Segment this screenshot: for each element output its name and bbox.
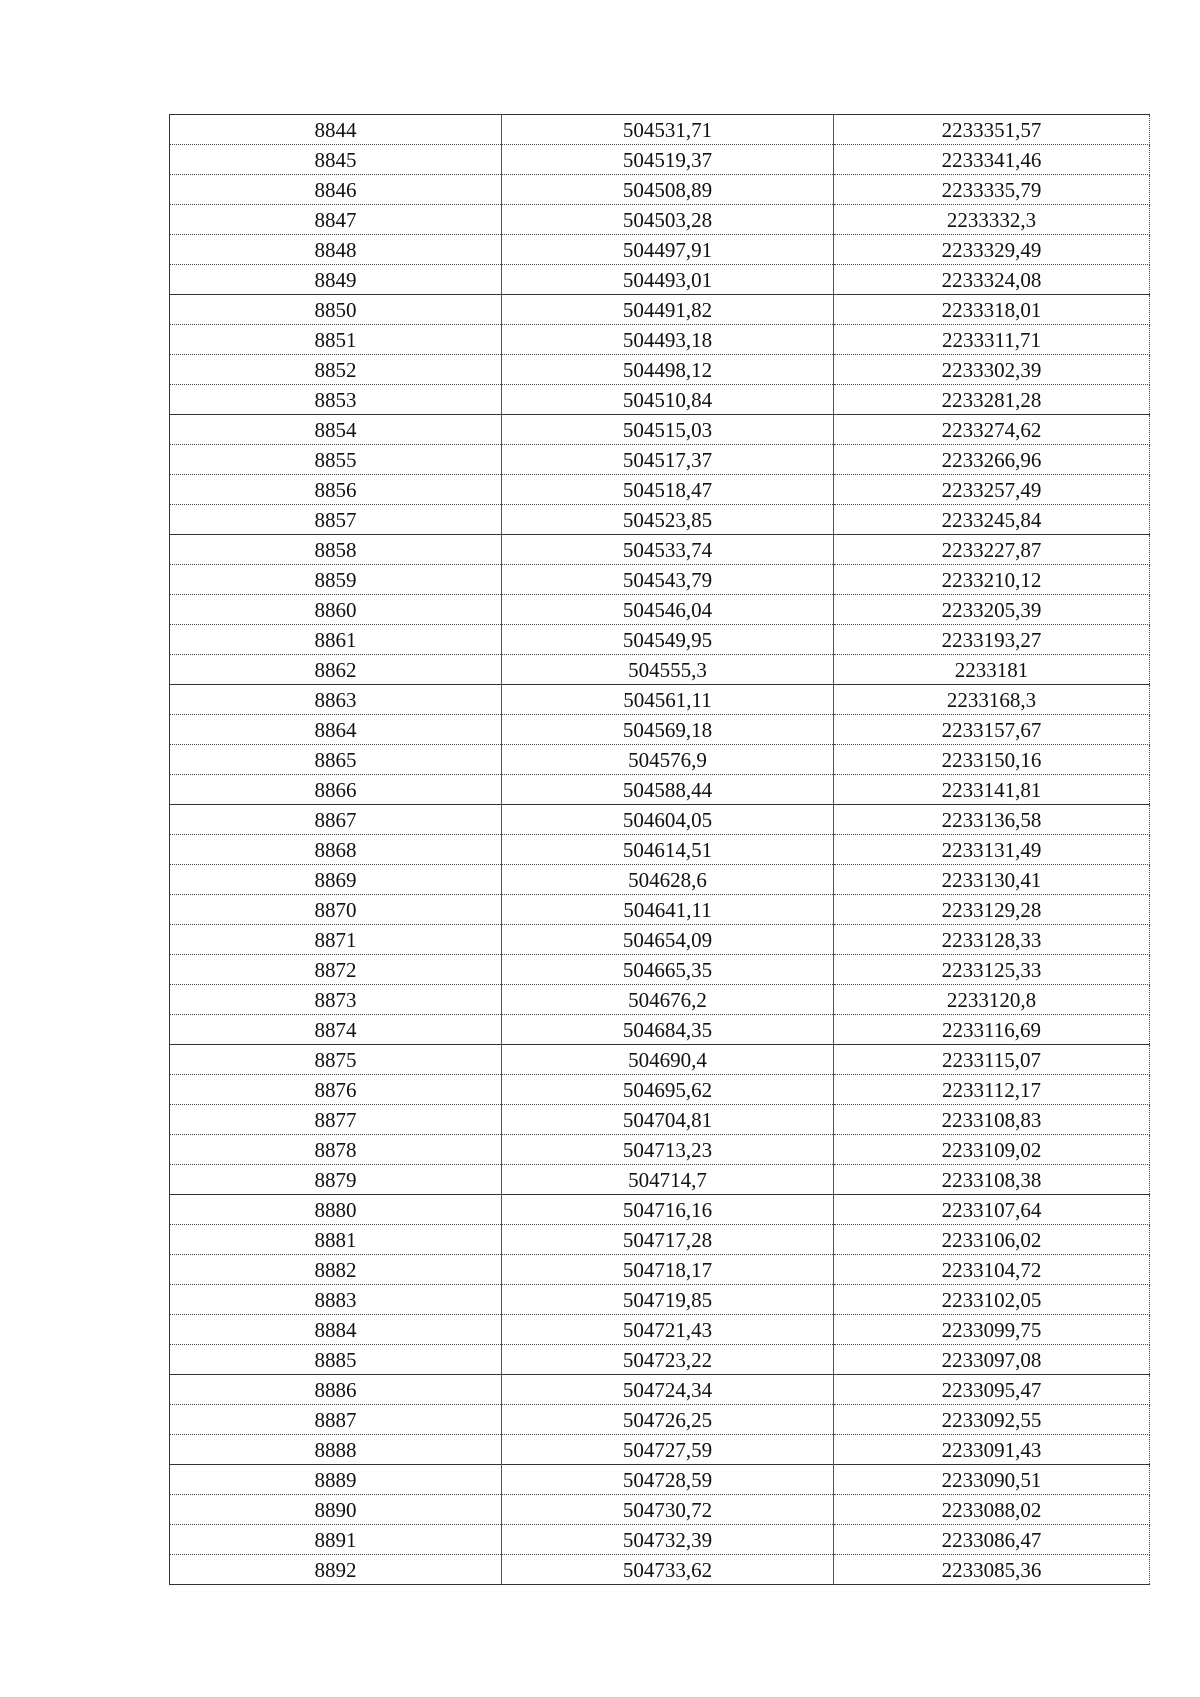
x-coordinate-cell: 504726,25	[502, 1405, 834, 1435]
point-number-cell: 8867	[170, 805, 502, 835]
x-coordinate-cell: 504510,84	[502, 385, 834, 415]
table-row	[170, 715, 1150, 745]
y-coordinate-cell: 2233341,46	[834, 145, 1150, 175]
y-coordinate-cell: 2233335,79	[834, 175, 1150, 205]
x-coordinate-cell: 504713,23	[502, 1135, 834, 1165]
point-number-cell: 8858	[170, 535, 502, 565]
table-row	[170, 1525, 1150, 1555]
point-number-cell: 8889	[170, 1465, 502, 1495]
point-number-cell: 8852	[170, 355, 502, 385]
point-number-cell: 8890	[170, 1495, 502, 1525]
table-row	[170, 625, 1150, 655]
x-coordinate-cell: 504732,39	[502, 1525, 834, 1555]
point-number-cell: 8855	[170, 445, 502, 475]
table-row	[170, 745, 1150, 775]
x-coordinate-cell: 504493,18	[502, 325, 834, 355]
x-coordinate-cell: 504508,89	[502, 175, 834, 205]
x-coordinate-cell: 504515,03	[502, 415, 834, 445]
y-coordinate-cell: 2233091,43	[834, 1435, 1150, 1465]
y-coordinate-cell: 2233085,36	[834, 1555, 1150, 1585]
table-row	[170, 145, 1150, 175]
table-row	[170, 985, 1150, 1015]
table-row	[170, 955, 1150, 985]
table-row	[170, 235, 1150, 265]
point-number-cell: 8851	[170, 325, 502, 355]
table-row	[170, 115, 1150, 145]
coordinates-table-body	[170, 115, 1150, 1585]
point-number-cell: 8847	[170, 205, 502, 235]
y-coordinate-cell: 2233090,51	[834, 1465, 1150, 1495]
table-row	[170, 565, 1150, 595]
x-coordinate-cell: 504718,17	[502, 1255, 834, 1285]
point-number-cell: 8845	[170, 145, 502, 175]
x-coordinate-cell: 504727,59	[502, 1435, 834, 1465]
point-number-cell: 8849	[170, 265, 502, 295]
point-number-cell: 8876	[170, 1075, 502, 1105]
y-coordinate-cell: 2233311,71	[834, 325, 1150, 355]
y-coordinate-cell: 2233106,02	[834, 1225, 1150, 1255]
point-number-cell: 8884	[170, 1315, 502, 1345]
x-coordinate-cell: 504684,35	[502, 1015, 834, 1045]
table-row	[170, 595, 1150, 625]
point-number-cell: 8878	[170, 1135, 502, 1165]
point-number-cell: 8860	[170, 595, 502, 625]
x-coordinate-cell: 504723,22	[502, 1345, 834, 1375]
y-coordinate-cell: 2233128,33	[834, 925, 1150, 955]
y-coordinate-cell: 2233095,47	[834, 1375, 1150, 1405]
table-row	[170, 1045, 1150, 1075]
x-coordinate-cell: 504721,43	[502, 1315, 834, 1345]
x-coordinate-cell: 504641,11	[502, 895, 834, 925]
table-row	[170, 1345, 1150, 1375]
table-row	[170, 1435, 1150, 1465]
point-number-cell: 8856	[170, 475, 502, 505]
x-coordinate-cell: 504733,62	[502, 1555, 834, 1585]
y-coordinate-cell: 2233097,08	[834, 1345, 1150, 1375]
point-number-cell: 8854	[170, 415, 502, 445]
table-row	[170, 1015, 1150, 1045]
table-row	[170, 1495, 1150, 1525]
y-coordinate-cell: 2233227,87	[834, 535, 1150, 565]
table-row	[170, 865, 1150, 895]
x-coordinate-cell: 504728,59	[502, 1465, 834, 1495]
table-row	[170, 1225, 1150, 1255]
x-coordinate-cell: 504690,4	[502, 1045, 834, 1075]
x-coordinate-cell: 504714,7	[502, 1165, 834, 1195]
x-coordinate-cell: 504543,79	[502, 565, 834, 595]
x-coordinate-cell: 504546,04	[502, 595, 834, 625]
y-coordinate-cell: 2233131,49	[834, 835, 1150, 865]
table-row	[170, 1405, 1150, 1435]
y-coordinate-cell: 2233245,84	[834, 505, 1150, 535]
table-row	[170, 1555, 1150, 1585]
point-number-cell: 8844	[170, 115, 502, 145]
y-coordinate-cell: 2233130,41	[834, 865, 1150, 895]
x-coordinate-cell: 504719,85	[502, 1285, 834, 1315]
table-row	[170, 1105, 1150, 1135]
y-coordinate-cell: 2233108,83	[834, 1105, 1150, 1135]
x-coordinate-cell: 504498,12	[502, 355, 834, 385]
y-coordinate-cell: 2233116,69	[834, 1015, 1150, 1045]
x-coordinate-cell: 504614,51	[502, 835, 834, 865]
table-row	[170, 1315, 1150, 1345]
y-coordinate-cell: 2233129,28	[834, 895, 1150, 925]
table-row	[170, 685, 1150, 715]
table-row	[170, 445, 1150, 475]
table-row	[170, 1375, 1150, 1405]
table-row	[170, 835, 1150, 865]
point-number-cell: 8887	[170, 1405, 502, 1435]
table-row	[170, 655, 1150, 685]
table-row	[170, 205, 1150, 235]
x-coordinate-cell: 504497,91	[502, 235, 834, 265]
table-row	[170, 1075, 1150, 1105]
x-coordinate-cell: 504555,3	[502, 655, 834, 685]
point-number-cell: 8892	[170, 1555, 502, 1585]
point-number-cell: 8870	[170, 895, 502, 925]
y-coordinate-cell: 2233168,3	[834, 685, 1150, 715]
y-coordinate-cell: 2233108,38	[834, 1165, 1150, 1195]
point-number-cell: 8881	[170, 1225, 502, 1255]
x-coordinate-cell: 504569,18	[502, 715, 834, 745]
x-coordinate-cell: 504704,81	[502, 1105, 834, 1135]
point-number-cell: 8857	[170, 505, 502, 535]
y-coordinate-cell: 2233112,17	[834, 1075, 1150, 1105]
x-coordinate-cell: 504628,6	[502, 865, 834, 895]
x-coordinate-cell: 504493,01	[502, 265, 834, 295]
coordinates-table	[169, 114, 1150, 1585]
table-row	[170, 355, 1150, 385]
table-row	[170, 1135, 1150, 1165]
point-number-cell: 8846	[170, 175, 502, 205]
y-coordinate-cell: 2233157,67	[834, 715, 1150, 745]
table-row	[170, 1165, 1150, 1195]
y-coordinate-cell: 2233351,57	[834, 115, 1150, 145]
y-coordinate-cell: 2233318,01	[834, 295, 1150, 325]
table-row	[170, 325, 1150, 355]
x-coordinate-cell: 504588,44	[502, 775, 834, 805]
x-coordinate-cell: 504503,28	[502, 205, 834, 235]
point-number-cell: 8865	[170, 745, 502, 775]
point-number-cell: 8853	[170, 385, 502, 415]
x-coordinate-cell: 504561,11	[502, 685, 834, 715]
point-number-cell: 8873	[170, 985, 502, 1015]
point-number-cell: 8883	[170, 1285, 502, 1315]
y-coordinate-cell: 2233088,02	[834, 1495, 1150, 1525]
table-row	[170, 1195, 1150, 1225]
y-coordinate-cell: 2233102,05	[834, 1285, 1150, 1315]
point-number-cell: 8891	[170, 1525, 502, 1555]
y-coordinate-cell: 2233266,96	[834, 445, 1150, 475]
x-coordinate-cell: 504517,37	[502, 445, 834, 475]
y-coordinate-cell: 2233125,33	[834, 955, 1150, 985]
point-number-cell: 8862	[170, 655, 502, 685]
point-number-cell: 8886	[170, 1375, 502, 1405]
point-number-cell: 8848	[170, 235, 502, 265]
y-coordinate-cell: 2233086,47	[834, 1525, 1150, 1555]
y-coordinate-cell: 2233120,8	[834, 985, 1150, 1015]
x-coordinate-cell: 504724,34	[502, 1375, 834, 1405]
table-row	[170, 295, 1150, 325]
point-number-cell: 8882	[170, 1255, 502, 1285]
point-number-cell: 8868	[170, 835, 502, 865]
y-coordinate-cell: 2233274,62	[834, 415, 1150, 445]
point-number-cell: 8861	[170, 625, 502, 655]
table-row	[170, 175, 1150, 205]
point-number-cell: 8866	[170, 775, 502, 805]
table-row	[170, 505, 1150, 535]
x-coordinate-cell: 504665,35	[502, 955, 834, 985]
x-coordinate-cell: 504491,82	[502, 295, 834, 325]
y-coordinate-cell: 2233332,3	[834, 205, 1150, 235]
table-row	[170, 415, 1150, 445]
x-coordinate-cell: 504533,74	[502, 535, 834, 565]
table-row	[170, 1285, 1150, 1315]
y-coordinate-cell: 2233329,49	[834, 235, 1150, 265]
x-coordinate-cell: 504695,62	[502, 1075, 834, 1105]
table-row	[170, 535, 1150, 565]
point-number-cell: 8879	[170, 1165, 502, 1195]
x-coordinate-cell: 504604,05	[502, 805, 834, 835]
point-number-cell: 8874	[170, 1015, 502, 1045]
y-coordinate-cell: 2233324,08	[834, 265, 1150, 295]
table-row	[170, 265, 1150, 295]
point-number-cell: 8872	[170, 955, 502, 985]
point-number-cell: 8869	[170, 865, 502, 895]
x-coordinate-cell: 504523,85	[502, 505, 834, 535]
x-coordinate-cell: 504519,37	[502, 145, 834, 175]
y-coordinate-cell: 2233257,49	[834, 475, 1150, 505]
table-row	[170, 1255, 1150, 1285]
point-number-cell: 8850	[170, 295, 502, 325]
table-row	[170, 475, 1150, 505]
y-coordinate-cell: 2233136,58	[834, 805, 1150, 835]
point-number-cell: 8859	[170, 565, 502, 595]
y-coordinate-cell: 2233115,07	[834, 1045, 1150, 1075]
x-coordinate-cell: 504676,2	[502, 985, 834, 1015]
table-row	[170, 895, 1150, 925]
y-coordinate-cell: 2233092,55	[834, 1405, 1150, 1435]
point-number-cell: 8875	[170, 1045, 502, 1075]
x-coordinate-cell: 504531,71	[502, 115, 834, 145]
x-coordinate-cell: 504576,9	[502, 745, 834, 775]
y-coordinate-cell: 2233109,02	[834, 1135, 1150, 1165]
point-number-cell: 8864	[170, 715, 502, 745]
table-row	[170, 385, 1150, 415]
table-row	[170, 1465, 1150, 1495]
y-coordinate-cell: 2233150,16	[834, 745, 1150, 775]
x-coordinate-cell: 504549,95	[502, 625, 834, 655]
y-coordinate-cell: 2233141,81	[834, 775, 1150, 805]
y-coordinate-cell: 2233281,28	[834, 385, 1150, 415]
x-coordinate-cell: 504730,72	[502, 1495, 834, 1525]
y-coordinate-cell: 2233205,39	[834, 595, 1150, 625]
table-row	[170, 775, 1150, 805]
x-coordinate-cell: 504518,47	[502, 475, 834, 505]
point-number-cell: 8880	[170, 1195, 502, 1225]
y-coordinate-cell: 2233210,12	[834, 565, 1150, 595]
point-number-cell: 8885	[170, 1345, 502, 1375]
point-number-cell: 8877	[170, 1105, 502, 1135]
point-number-cell: 8863	[170, 685, 502, 715]
y-coordinate-cell: 2233193,27	[834, 625, 1150, 655]
x-coordinate-cell: 504716,16	[502, 1195, 834, 1225]
y-coordinate-cell: 2233104,72	[834, 1255, 1150, 1285]
y-coordinate-cell: 2233181	[834, 655, 1150, 685]
point-number-cell: 8888	[170, 1435, 502, 1465]
x-coordinate-cell: 504717,28	[502, 1225, 834, 1255]
table-row	[170, 805, 1150, 835]
x-coordinate-cell: 504654,09	[502, 925, 834, 955]
point-number-cell: 8871	[170, 925, 502, 955]
y-coordinate-cell: 2233107,64	[834, 1195, 1150, 1225]
y-coordinate-cell: 2233302,39	[834, 355, 1150, 385]
y-coordinate-cell: 2233099,75	[834, 1315, 1150, 1345]
table-row	[170, 925, 1150, 955]
